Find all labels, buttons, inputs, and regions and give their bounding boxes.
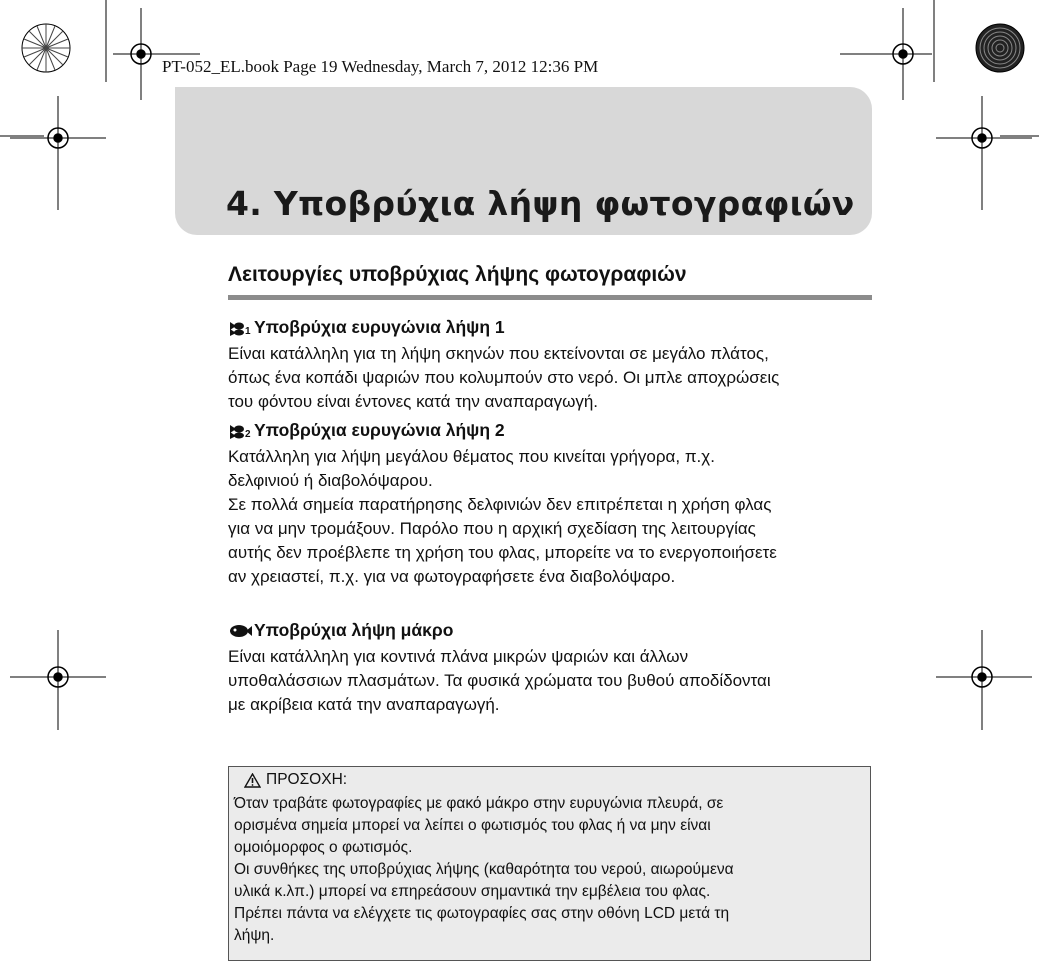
mode-heading-wide-1: [228, 317, 505, 338]
caution-line: Πρέπει πάντα να ελέγχετε τις φωτογραφίες σας στην οθόνη LCD μετά τη: [234, 905, 730, 922]
starburst-registration-left: [22, 24, 70, 72]
mode-heading-macro: [228, 620, 453, 641]
caution-heading: [244, 771, 347, 789]
paragraph-line: υποθαλάσσιων πλασμάτων. Τα φυσικά χρώματα του βυθού αποδίδονται: [228, 671, 771, 690]
paragraph-line: Κατάλληλη για λήψη μεγάλου θέματος που κινείται γρήγορα, π.χ.: [228, 447, 715, 466]
svg-text:1: 1: [245, 325, 251, 337]
caution-line: ορισμένα σημεία μπορεί να λείπει ο φωτισμός του φλας ή να μην είναι: [234, 817, 711, 834]
chapter-title: 4. Υποβρύχια λήψη φωτογραφιών: [226, 184, 855, 223]
caution-line: λήψη.: [234, 927, 275, 944]
concentric-registration-right: [976, 24, 1024, 72]
mode-description: [228, 342, 878, 414]
caution-line: ομοιόμορφος ο φωτισμός.: [234, 839, 413, 856]
caution-line: υλικά κ.λπ.) μπορεί να επηρεάσουν σημαντικά την εμβέλεια του φλας.: [234, 883, 711, 900]
print-slug: PT-052_EL.book Page 19 Wednesday, March 7, 2012 12:36 PM: [162, 57, 599, 76]
mode-title: Υποβρύχια λήψη μάκρο: [254, 620, 454, 640]
underwater-wide-1-icon: [228, 319, 253, 337]
paragraph-line: όπως ένα κοπάδι ψαριών που κολυμπούν στο νερό. Οι μπλε αποχρώσεις: [228, 368, 780, 387]
underwater-wide-2-icon: [228, 422, 253, 440]
caution-text: [234, 793, 734, 947]
mode-description: [228, 445, 878, 589]
mode-title: Υποβρύχια ευρυγώνια λήψη 1: [254, 317, 505, 337]
paragraph-line: για να μην τρομάξουν. Παρόλο που η αρχική σχεδίαση της λειτουργίας: [228, 519, 756, 538]
paragraph-line: Σε πολλά σημεία παρατήρησης δελφινιών δεν επιτρέπεται η χρήση φλας: [228, 495, 772, 514]
underwater-macro-icon: [228, 622, 253, 640]
paragraph-line: αν χρειαστεί, π.χ. για να φωτογραφήσετε ένα διαβολόψαρο.: [228, 567, 676, 586]
section-rule: [228, 295, 872, 300]
caution-line: Όταν τραβάτε φωτογραφίες με φακό μάκρο στην ευρυγώνια πλευρά, σε: [234, 795, 724, 812]
caution-line: Οι συνθήκες της υποβρύχιας λήψης (καθαρότητα του νερού, αιωρούμενα: [234, 861, 734, 878]
paragraph-line: με ακρίβεια κατά την αναπαραγωγή.: [228, 695, 500, 714]
paragraph-line: του φόντου είναι έντονες κατά την αναπαραγωγή.: [228, 392, 599, 411]
caution-title: ΠΡΟΣΟΧΗ:: [266, 771, 348, 788]
mode-heading-wide-2: [228, 420, 505, 441]
mode-title: Υποβρύχια ευρυγώνια λήψη 2: [254, 420, 505, 440]
paragraph-line: Είναι κατάλληλη για κοντινά πλάνα μικρών ψαριών και άλλων: [228, 647, 689, 666]
section-heading: Λειτουργίες υποβρύχιας λήψης φωτογραφιών: [228, 263, 687, 286]
paragraph-line: αυτής δεν προέβλεπε τη χρήση του φλας, μπορείτε να το ενεργοποιήσετε: [228, 543, 777, 562]
paragraph-line: Είναι κατάλληλη για τη λήψη σκηνών που εκτείνονται σε μεγάλο πλάτος,: [228, 344, 769, 363]
paragraph-line: δελφινιού ή διαβολόψαρου.: [228, 471, 433, 490]
warning-icon: [244, 773, 261, 788]
mode-description: [228, 645, 878, 717]
svg-text:2: 2: [245, 428, 251, 440]
